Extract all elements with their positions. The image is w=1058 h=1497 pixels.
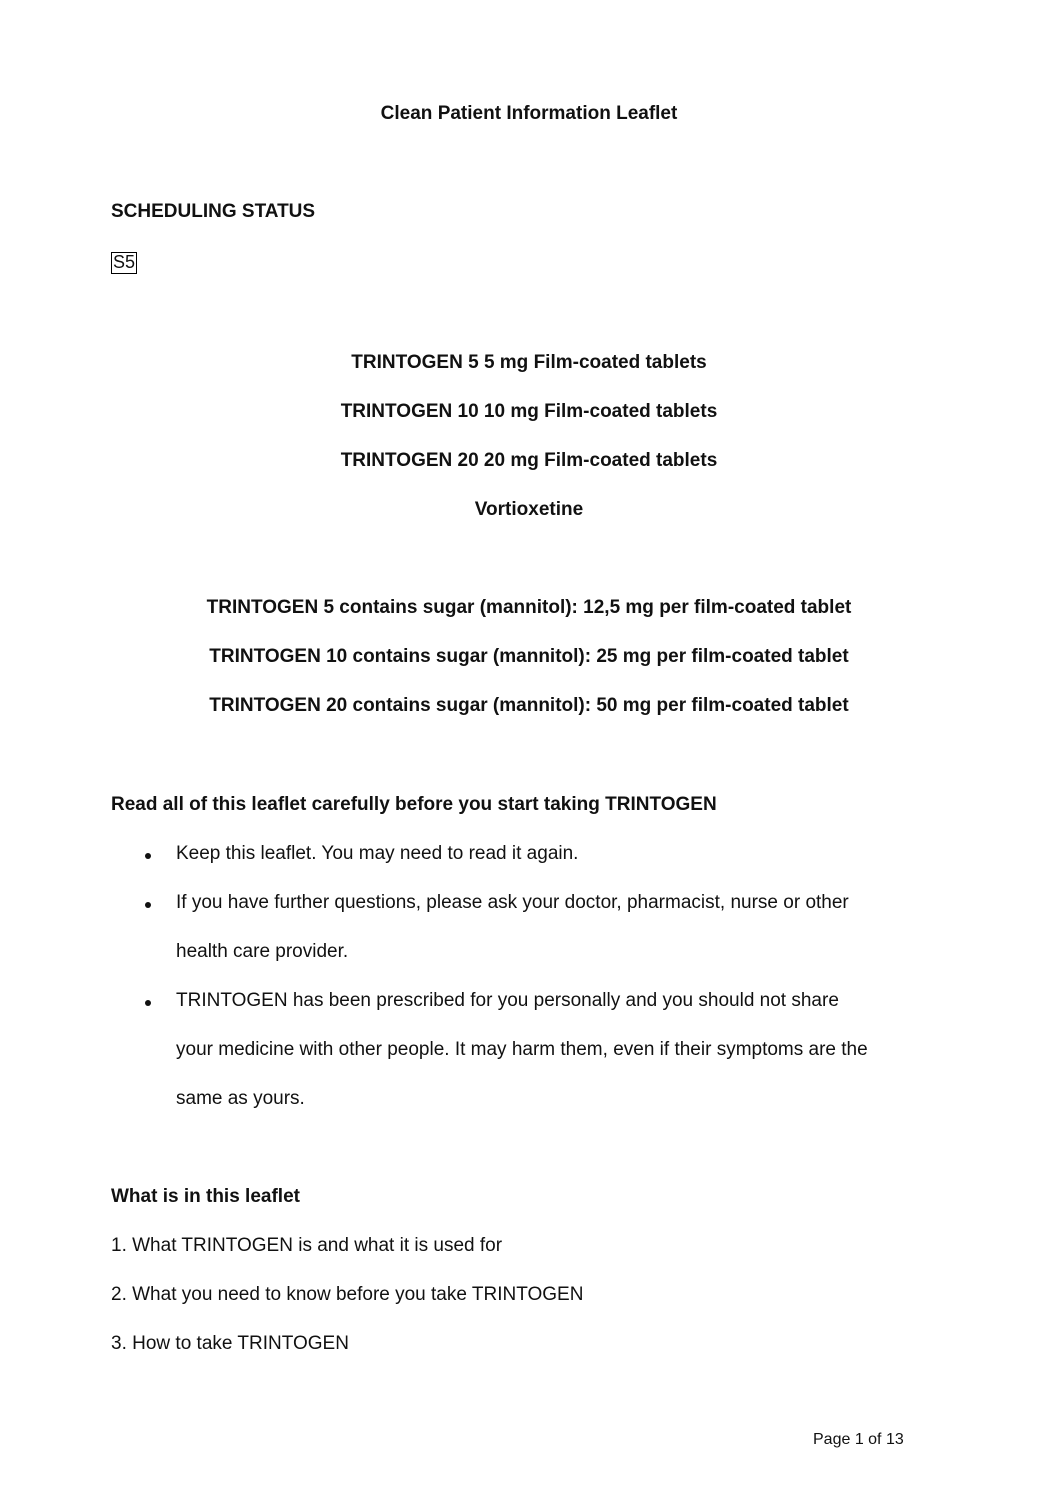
page-number: Page 1 of 13 xyxy=(813,1431,904,1448)
scheduling-status-heading: SCHEDULING STATUS xyxy=(111,201,316,222)
contents-item-2: 2. What you need to know before you take TRINTOGEN xyxy=(111,1284,584,1305)
bullet-icon xyxy=(145,902,151,908)
contents-item-3: 3. How to take TRINTOGEN xyxy=(111,1333,349,1354)
bullet-prescribed-line-2: your medicine with other people. It may harm them, even if their symptoms are the xyxy=(176,1039,868,1060)
active-ingredient: Vortioxetine xyxy=(474,499,584,520)
product-line-10mg: TRINTOGEN 10 10 mg Film-coated tablets xyxy=(340,401,718,422)
sugar-content-5mg: TRINTOGEN 5 contains sugar (mannitol): 12,5 mg per film-coated tablet xyxy=(206,597,852,618)
product-line-5mg: TRINTOGEN 5 5 mg Film-coated tablets xyxy=(351,352,707,373)
bullet-icon xyxy=(145,1000,151,1006)
sugar-content-10mg: TRINTOGEN 10 contains sugar (mannitol): 25 mg per film-coated tablet xyxy=(209,646,849,667)
contents-heading: What is in this leaflet xyxy=(111,1186,300,1207)
schedule-status-box: S5 xyxy=(112,252,136,272)
bullet-further-questions-line-2: health care provider. xyxy=(176,941,349,962)
product-line-20mg: TRINTOGEN 20 20 mg Film-coated tablets xyxy=(340,450,718,471)
bullet-icon xyxy=(145,853,151,859)
bullet-prescribed-line-3: same as yours. xyxy=(176,1088,305,1109)
bullet-further-questions-line-1: If you have further questions, please ask your doctor, pharmacist, nurse or other xyxy=(176,892,849,913)
bullet-keep-leaflet: Keep this leaflet. You may need to read it again. xyxy=(176,843,579,864)
document-title: Clean Patient Information Leaflet xyxy=(380,103,678,124)
bullet-prescribed-line-1: TRINTOGEN has been prescribed for you personally and you should not share xyxy=(176,990,839,1011)
read-leaflet-heading: Read all of this leaflet carefully before you start taking TRINTOGEN xyxy=(111,794,717,815)
contents-item-1: 1. What TRINTOGEN is and what it is used for xyxy=(111,1235,503,1256)
sugar-content-20mg: TRINTOGEN 20 contains sugar (mannitol): 50 mg per film-coated tablet xyxy=(209,695,849,716)
